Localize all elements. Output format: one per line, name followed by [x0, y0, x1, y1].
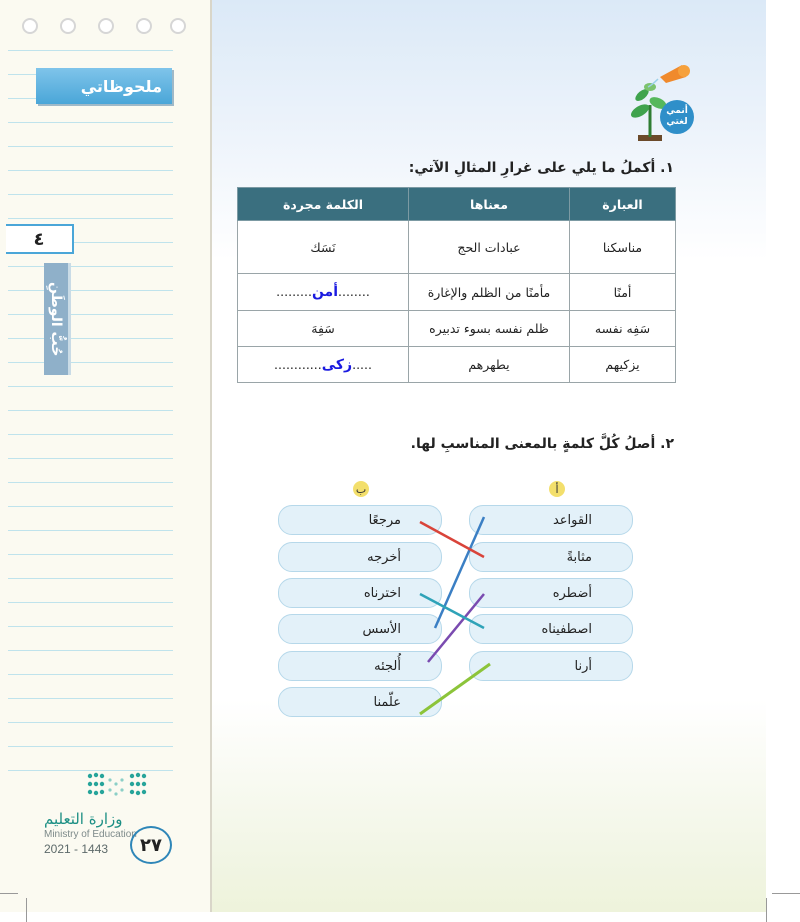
crop-mark — [0, 893, 18, 894]
match-line — [428, 594, 484, 662]
exercise1-title: ١. أكملُ ما يلي على غرارِ المثالِ الآتي: — [408, 160, 674, 176]
meaning-cell: مأمنًا من الظلم والإغارة — [409, 274, 570, 311]
fill-dots: ..... — [352, 356, 372, 372]
column-b-label: ب — [353, 481, 369, 497]
meaning-pill-b[interactable]: أخرجه — [278, 542, 442, 572]
meaning-cell: عبادات الحج — [409, 221, 570, 274]
word-pill-a[interactable]: مثابةً — [469, 542, 633, 572]
match-line — [420, 664, 490, 714]
handwritten-answer: زكى — [321, 356, 353, 373]
phrase-cell: مناسكنا — [570, 221, 676, 274]
root-cell: سَفِهَ — [238, 311, 409, 347]
handwritten-answer: أمن — [311, 284, 339, 300]
exercise2-title: ٢. أصلُ كُلَّ كلمةٍ بالمعنى المناسبِ لها. — [410, 436, 674, 452]
root-cell: نَسَك — [238, 221, 409, 274]
meaning-pill-b[interactable]: علّمنا — [278, 687, 442, 717]
match-line — [420, 594, 484, 628]
meaning-pill-b[interactable]: الأسس — [278, 614, 442, 644]
badge-line1: أنمي — [666, 106, 688, 116]
fill-dots: ............ — [274, 356, 322, 372]
ministry-name-en: Ministry of Education — [44, 829, 137, 840]
header-root: الكلمة مجردة — [238, 188, 409, 221]
fill-dots: ......... — [276, 284, 312, 299]
word-pill-a[interactable]: أضطره — [469, 578, 633, 608]
meaning-pill-b[interactable]: مرجعًا — [278, 505, 442, 535]
header-meaning: معناها — [409, 188, 570, 221]
crop-mark — [772, 893, 800, 894]
unit-name: حُبُّ الوطَنِ — [44, 263, 71, 375]
meaning-cell: يطهرهم — [409, 347, 570, 383]
phrase-cell: سَفِه نفسه — [570, 311, 676, 347]
crop-mark — [766, 898, 767, 922]
edition-year: 2021 - 1443 — [44, 842, 109, 856]
unit-number: ٤ — [6, 224, 74, 254]
word-pill-a[interactable]: القواعد — [469, 505, 633, 535]
phrase-cell: أمنًا — [570, 274, 676, 311]
phrase-cell: يزكيهم — [570, 347, 676, 383]
meaning-cell: ظلم نفسه بسوء تدبيره — [409, 311, 570, 347]
word-pill-a[interactable]: أرنا — [469, 651, 633, 681]
ministry-name-ar: وزارة التعليم — [44, 810, 123, 828]
word-pill-a[interactable]: اصطفيناه — [469, 614, 633, 644]
crop-mark — [26, 898, 27, 922]
notes-heading: ملحوظاتي — [36, 68, 172, 104]
meaning-pill-b[interactable]: اخترناه — [278, 578, 442, 608]
header-phrase: العبارة — [570, 188, 676, 221]
column-a-label: أ — [549, 481, 565, 497]
badge-line2: لغتي — [666, 117, 688, 127]
fill-dots: ........ — [338, 284, 370, 299]
page-number: ٢٧ — [130, 826, 172, 864]
meaning-pill-b[interactable]: أُلجئه — [278, 651, 442, 681]
